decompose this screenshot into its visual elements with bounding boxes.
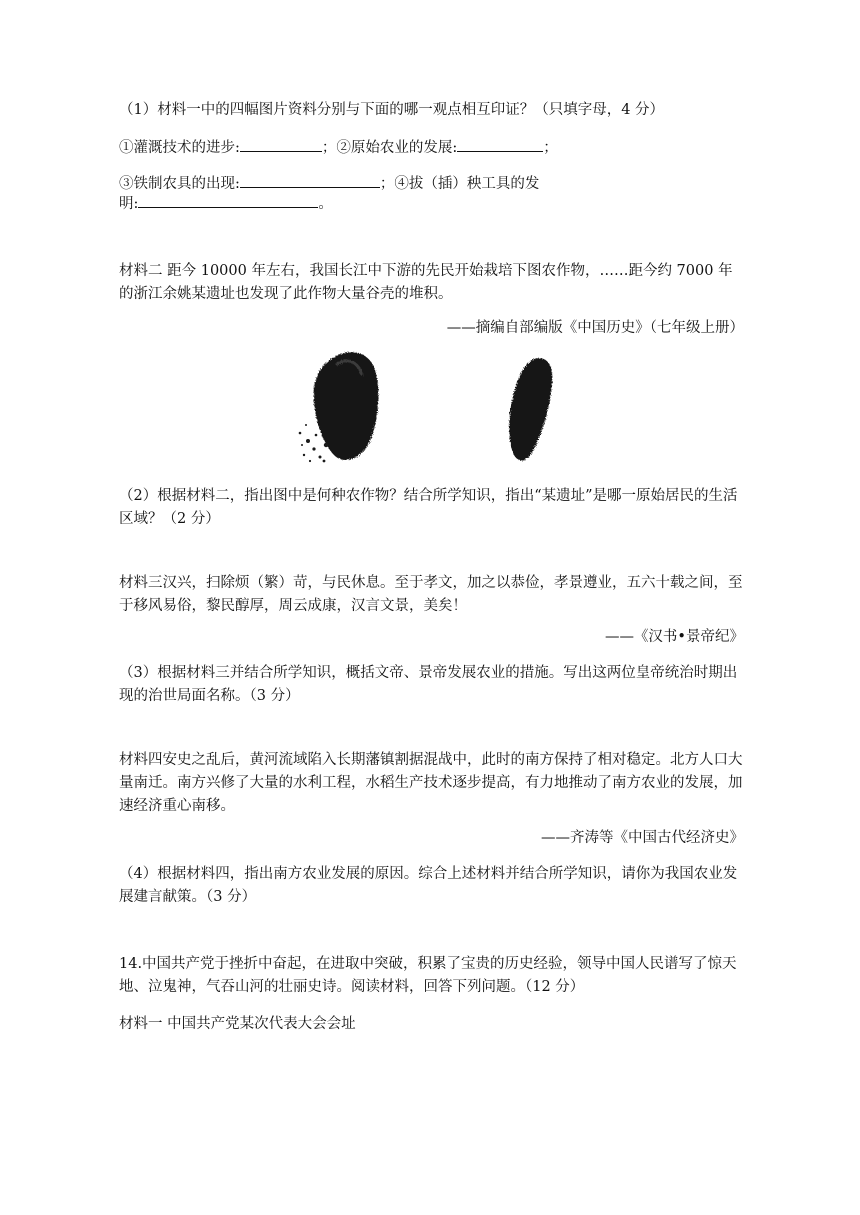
item-1-label: ①灌溉技术的进步: bbox=[119, 140, 240, 156]
answer-blank-4[interactable] bbox=[138, 193, 318, 208]
material-3-source: ——《汉书•景帝纪》 bbox=[604, 629, 744, 645]
rice-grain-right bbox=[509, 358, 552, 460]
rice-grain-figure bbox=[296, 345, 566, 470]
item-4-label-cont: 明: bbox=[119, 196, 139, 212]
item-4-label: ；④拔（插）秧工具的发 bbox=[379, 176, 540, 192]
rice-grain-left bbox=[314, 352, 379, 460]
answer-blank-1[interactable] bbox=[240, 137, 322, 152]
answer-blank-2[interactable] bbox=[457, 137, 543, 152]
punctuation: ； bbox=[543, 140, 558, 156]
material-3-text: 材料三汉兴，扫除烦（繁）苛，与民休息。至于孝文，加之以恭俭，孝景遵业，五六十载之间，至于移风易俗，黎民醇厚，周云成康，汉言文景，美矣！ bbox=[119, 575, 743, 614]
question-2-text: （2）根据材料二，指出图中是何种农作物？结合所学知识，指出“某遗址”是哪一原始居民的生活区域？（2 分） bbox=[119, 488, 738, 527]
material-2-source: ——摘编自部编版《中国历史》（七年级上册） bbox=[446, 320, 744, 336]
rice-grain-image bbox=[296, 345, 566, 470]
material-2-text: 材料二 距今 10000 年左右，我国长江中下游的先民开始栽培下图农作物，……距今约 7000 年的浙江余姚某遗址也发现了此作物大量谷壳的堆积。 bbox=[119, 263, 733, 302]
question-4-text: （4）根据材料四，指出南方农业发展的原因。综合上述材料并结合所学知识，请你为我国农业发展建言献策。（3 分） bbox=[119, 866, 738, 905]
question-14-material-1: 材料一 中国共产党某次代表大会会址 bbox=[119, 1016, 356, 1032]
question-1-line-2 bbox=[119, 173, 539, 193]
question-1-line-3 bbox=[119, 193, 333, 213]
item-2-label: ；②原始农业的发展: bbox=[321, 140, 458, 156]
material-4-text: 材料四安史之乱后，黄河流域陷入长期藩镇割据混战中，此时的南方保持了相对稳定。北方人口大量南迁。南方兴修了大量的水利工程，水稻生产技术逐步提高，有力地推动了南方农业的发展，加速经济重心南移。 bbox=[119, 752, 743, 814]
punctuation: 。 bbox=[318, 196, 333, 212]
item-3-label: ③铁制农具的出现: bbox=[119, 176, 240, 192]
answer-blank-3[interactable] bbox=[240, 173, 380, 188]
question-3-text: （3）根据材料三并结合所学知识，概括文帝、景帝发展农业的措施。写出这两位皇帝统治时期出现的治世局面名称。（3 分） bbox=[119, 665, 738, 704]
material-4-source: ——齐涛等《中国古代经济史》 bbox=[541, 830, 744, 846]
question-1-line-1 bbox=[119, 137, 558, 157]
question-1-prompt: （1）材料一中的四幅图片资料分别与下面的哪一观点相互印证？（只填字母，4 分） bbox=[119, 102, 665, 118]
question-14-text: 14.中国共产党于挫折中奋起，在进取中突破，积累了宝贵的历史经验，领导中国人民谱写了惊天地、泣鬼神，气吞山河的壮丽史诗。阅读材料，回答下列问题。（12 分） bbox=[119, 956, 737, 995]
